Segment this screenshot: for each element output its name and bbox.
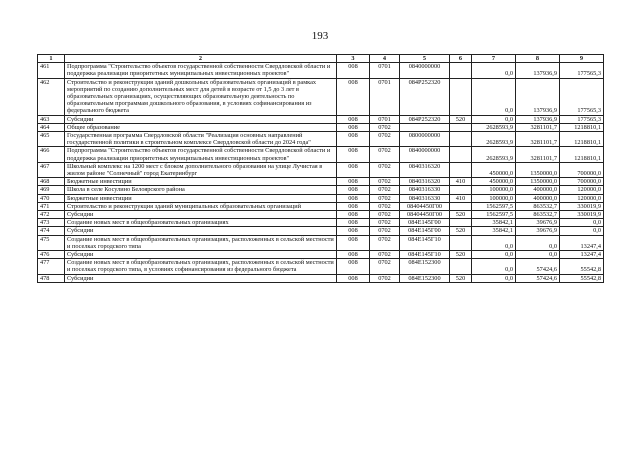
value-year2: 1350000,0: [516, 178, 560, 186]
row-name: Субсидии: [65, 227, 337, 235]
value-year1: 0,0: [472, 235, 516, 250]
code-ministry: 008: [337, 251, 370, 259]
code-section: 0702: [370, 123, 400, 131]
column-header: 7: [472, 55, 516, 63]
code-type: 520: [450, 251, 472, 259]
value-year2: 3281101,7: [516, 147, 560, 162]
row-name: Создание новых мест в общеобразовательных организациях, расположенных в сельской местности и поселках городского типа: [65, 235, 337, 250]
code-target: 084E145Г00: [400, 219, 450, 227]
value-year2: 400000,0: [516, 194, 560, 202]
row-name: Государственная программа Свердловской области "Реализация основных направлений государственной политики в строительном комплексе Свердловской области до 2024 года": [65, 132, 337, 147]
table-row: [38, 219, 604, 227]
code-ministry: 008: [337, 259, 370, 274]
row-name: Субсидии: [65, 274, 337, 282]
value-year1: 0,0: [472, 251, 516, 259]
code-ministry: 008: [337, 186, 370, 194]
code-target: 08404450Г00: [400, 211, 450, 219]
table-row: [38, 115, 604, 123]
code-ministry: 008: [337, 227, 370, 235]
row-name: Субсидии: [65, 115, 337, 123]
code-section: 0702: [370, 227, 400, 235]
code-section: 0701: [370, 115, 400, 123]
column-header: 6: [450, 55, 472, 63]
table-row: [38, 147, 604, 162]
value-year3: 55542,8: [560, 259, 604, 274]
value-year1: 100000,0: [472, 186, 516, 194]
value-year2: 137936,9: [516, 78, 560, 115]
value-year1: 2628593,9: [472, 147, 516, 162]
row-name: Общее образование: [65, 123, 337, 131]
value-year2: 57424,6: [516, 274, 560, 282]
code-target: 0840000000: [400, 63, 450, 78]
code-type: 520: [450, 274, 472, 282]
value-year3: 120000,0: [560, 194, 604, 202]
value-year1: 0,0: [472, 115, 516, 123]
code-section: 0702: [370, 259, 400, 274]
row-name: Бюджетные инвестиции: [65, 178, 337, 186]
table-row: [38, 202, 604, 210]
row-number: 477: [38, 259, 65, 274]
code-target: 084E152300: [400, 259, 450, 274]
code-section: 0702: [370, 147, 400, 162]
value-year1: 0,0: [472, 78, 516, 115]
code-ministry: 008: [337, 162, 370, 177]
row-number: 474: [38, 227, 65, 235]
value-year2: 137936,9: [516, 63, 560, 78]
code-type: [450, 78, 472, 115]
column-header: 5: [400, 55, 450, 63]
table-row: [38, 251, 604, 259]
code-target: 0840316320: [400, 162, 450, 177]
code-ministry: 008: [337, 219, 370, 227]
table-row: [38, 274, 604, 282]
value-year3: 177565,3: [560, 115, 604, 123]
column-header: 9: [560, 55, 604, 63]
row-number: 468: [38, 178, 65, 186]
code-section: 0702: [370, 178, 400, 186]
code-section: 0702: [370, 202, 400, 210]
code-type: [450, 123, 472, 131]
code-target: 084E145Г10: [400, 235, 450, 250]
code-ministry: 008: [337, 132, 370, 147]
value-year3: 177565,3: [560, 63, 604, 78]
row-number: 461: [38, 63, 65, 78]
value-year1: 450000,0: [472, 178, 516, 186]
value-year2: 863532,7: [516, 211, 560, 219]
row-number: 470: [38, 194, 65, 202]
code-section: 0702: [370, 211, 400, 219]
value-year3: 13247,4: [560, 235, 604, 250]
value-year3: 700000,0: [560, 162, 604, 177]
column-header: 1: [38, 55, 65, 63]
table-row: [38, 186, 604, 194]
value-year3: 330019,9: [560, 211, 604, 219]
code-ministry: 008: [337, 115, 370, 123]
code-type: [450, 235, 472, 250]
table-row: [38, 194, 604, 202]
row-number: 466: [38, 147, 65, 162]
row-name: Подпрограмма "Строительство объектов государственной собственности Свердловской области и поддержка реализации приоритетных муниципальных инвестиционных проектов": [65, 63, 337, 78]
code-ministry: 008: [337, 202, 370, 210]
table-row: [38, 227, 604, 235]
code-target: 084E152300: [400, 274, 450, 282]
code-ministry: 008: [337, 178, 370, 186]
code-section: 0702: [370, 251, 400, 259]
table-header-row: [38, 55, 604, 63]
row-number: 472: [38, 211, 65, 219]
table-row: [38, 211, 604, 219]
value-year3: 13247,4: [560, 251, 604, 259]
row-number: 463: [38, 115, 65, 123]
value-year2: 39676,9: [516, 227, 560, 235]
code-target: 08404450Г00: [400, 202, 450, 210]
value-year2: 39676,9: [516, 219, 560, 227]
code-ministry: 008: [337, 235, 370, 250]
value-year3: 700000,0: [560, 178, 604, 186]
budget-table: [37, 54, 604, 283]
row-number: 476: [38, 251, 65, 259]
value-year1: 2628593,9: [472, 123, 516, 131]
value-year3: 55542,8: [560, 274, 604, 282]
code-ministry: 008: [337, 78, 370, 115]
code-target: 084P252320: [400, 115, 450, 123]
table-row: [38, 132, 604, 147]
code-type: [450, 147, 472, 162]
code-type: 520: [450, 211, 472, 219]
value-year1: 35842,1: [472, 227, 516, 235]
column-header: 3: [337, 55, 370, 63]
code-ministry: 008: [337, 211, 370, 219]
value-year3: 1218810,1: [560, 132, 604, 147]
value-year2: 57424,6: [516, 259, 560, 274]
row-name: Субсидии: [65, 211, 337, 219]
row-number: 469: [38, 186, 65, 194]
value-year1: 100000,0: [472, 194, 516, 202]
code-ministry: 008: [337, 274, 370, 282]
code-section: 0702: [370, 219, 400, 227]
table-row: [38, 78, 604, 115]
code-ministry: 008: [337, 194, 370, 202]
value-year3: 0,0: [560, 219, 604, 227]
code-type: [450, 162, 472, 177]
row-number: 473: [38, 219, 65, 227]
value-year3: 1218810,1: [560, 147, 604, 162]
code-type: [450, 186, 472, 194]
code-section: 0702: [370, 132, 400, 147]
code-target: 0800000000: [400, 132, 450, 147]
row-number: 471: [38, 202, 65, 210]
value-year2: 137936,9: [516, 115, 560, 123]
code-type: 410: [450, 178, 472, 186]
value-year1: 0,0: [472, 259, 516, 274]
table-row: [38, 259, 604, 274]
code-ministry: 008: [337, 63, 370, 78]
code-type: 520: [450, 227, 472, 235]
row-number: 478: [38, 274, 65, 282]
code-section: 0701: [370, 63, 400, 78]
value-year1: 1562597,5: [472, 211, 516, 219]
row-name: Субсидии: [65, 251, 337, 259]
value-year3: 0,0: [560, 227, 604, 235]
code-section: 0702: [370, 194, 400, 202]
value-year3: 120000,0: [560, 186, 604, 194]
value-year2: 400000,0: [516, 186, 560, 194]
value-year1: 0,0: [472, 63, 516, 78]
table-row: [38, 63, 604, 78]
row-number: 462: [38, 78, 65, 115]
code-section: 0702: [370, 235, 400, 250]
code-type: [450, 259, 472, 274]
value-year1: 450000,0: [472, 162, 516, 177]
code-type: [450, 219, 472, 227]
code-target: 084E145Г00: [400, 227, 450, 235]
code-type: [450, 132, 472, 147]
code-target: 084P252320: [400, 78, 450, 115]
value-year2: 0,0: [516, 235, 560, 250]
value-year1: 35842,1: [472, 219, 516, 227]
row-name: Бюджетные инвестиции: [65, 194, 337, 202]
value-year3: 330019,9: [560, 202, 604, 210]
code-target: 0840316330: [400, 194, 450, 202]
code-target: 0840000000: [400, 147, 450, 162]
page-number: 193: [311, 30, 329, 42]
code-target: [400, 123, 450, 131]
row-name: Строительство и реконструкция зданий муниципальных образовательных организаций: [65, 202, 337, 210]
value-year1: 1562597,5: [472, 202, 516, 210]
code-type: 520: [450, 115, 472, 123]
value-year2: 0,0: [516, 251, 560, 259]
row-number: 467: [38, 162, 65, 177]
column-header: 4: [370, 55, 400, 63]
row-name: Школа в селе Косулино Белоярского района: [65, 186, 337, 194]
value-year2: 1350000,0: [516, 162, 560, 177]
code-target: 0840316330: [400, 186, 450, 194]
value-year2: 3281101,7: [516, 123, 560, 131]
value-year3: 1218810,1: [560, 123, 604, 131]
code-ministry: 008: [337, 123, 370, 131]
code-section: 0701: [370, 78, 400, 115]
code-type: [450, 202, 472, 210]
table-row: [38, 178, 604, 186]
row-number: 465: [38, 132, 65, 147]
value-year2: 3281101,7: [516, 132, 560, 147]
table-row: [38, 123, 604, 131]
column-header: 2: [65, 55, 337, 63]
value-year1: 2628593,9: [472, 132, 516, 147]
row-name: Подпрограмма "Строительство объектов государственной собственности Свердловской области и поддержка реализации приоритетных муниципальных инвестиционных проектов": [65, 147, 337, 162]
code-target: 0840316320: [400, 178, 450, 186]
code-target: 084E145Г10: [400, 251, 450, 259]
column-header: 8: [516, 55, 560, 63]
table-row: [38, 162, 604, 177]
row-number: 464: [38, 123, 65, 131]
row-name: Строительство и реконструкция зданий дошкольных образовательных организаций в рамках мероприятий по созданию дополнительных мест для детей в возрасте от 1,5 до 3 лет в образовательных организациях, осуществляющих образовательную деятельность по образовательным программам дошкольного образования, в условиях софинансирования из федерального бюджета: [65, 78, 337, 115]
code-type: 410: [450, 194, 472, 202]
code-section: 0702: [370, 162, 400, 177]
row-number: 475: [38, 235, 65, 250]
code-section: 0702: [370, 186, 400, 194]
code-type: [450, 63, 472, 78]
row-name: Создание новых мест в общеобразовательных организациях: [65, 219, 337, 227]
row-name: Школьный комплекс на 1200 мест с блоком дополнительного образования на улице Лучистая в жилом районе "Солнечный" город Екатеринбург: [65, 162, 337, 177]
value-year3: 177565,3: [560, 78, 604, 115]
value-year1: 0,0: [472, 274, 516, 282]
code-ministry: 008: [337, 147, 370, 162]
table-row: [38, 235, 604, 250]
value-year2: 863532,7: [516, 202, 560, 210]
code-section: 0702: [370, 274, 400, 282]
row-name: Создание новых мест в общеобразовательных организациях, расположенных в сельской местности и поселках городского типа, в условиях софинансирования из федерального бюджета: [65, 259, 337, 274]
